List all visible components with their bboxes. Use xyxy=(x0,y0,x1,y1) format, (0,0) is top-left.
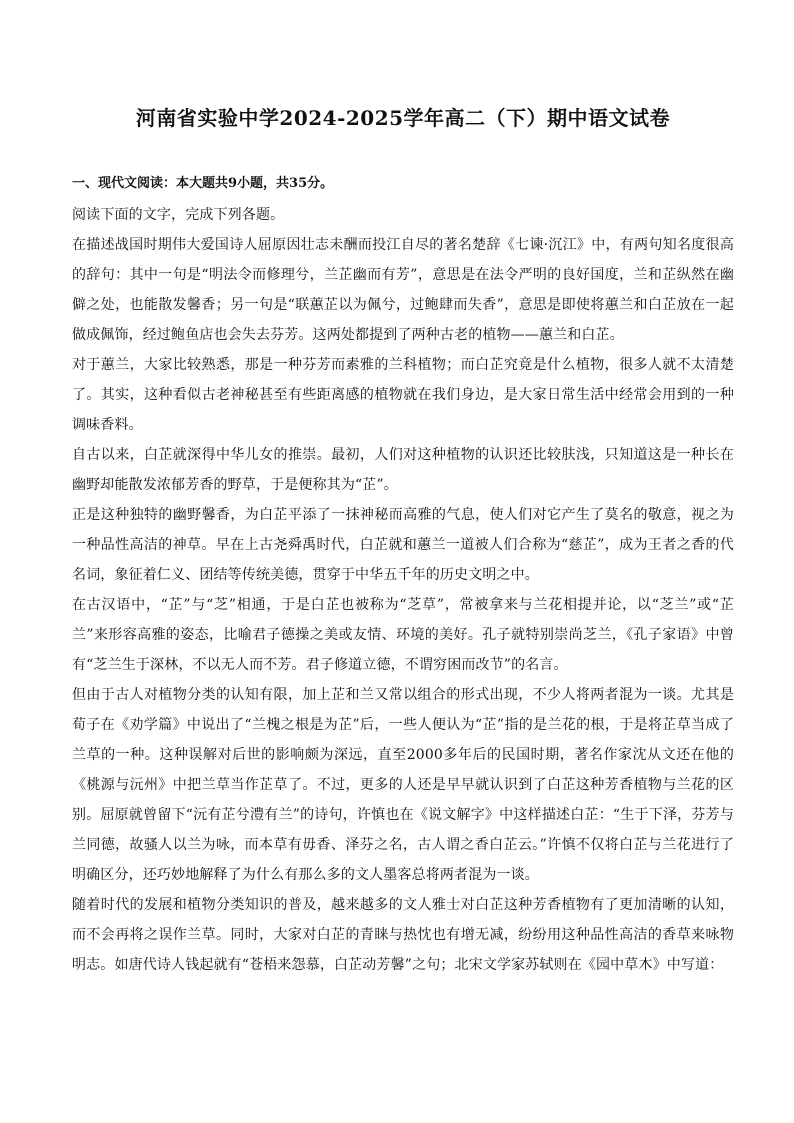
passage-paragraph: 在描述战国时期伟大爱国诗人屈原因壮志未酬而投江自尽的著名楚辞《七谏·沉江》中，有两句知名度很高的辞句：其中一句是“明法令而修理兮，兰芷幽而有芳”，意思是在法令严明的良好国度，兰和芷纵然在幽僻之处，也能散发馨香；另一句是“联蕙芷以为佩兮，过鲍肆而失香”，意思是即使将蕙兰和白芷放在一起做成佩饰，经过鲍鱼店也会失去芬芳。这两处都提到了两种古老的植物——蕙兰和白芷。 xyxy=(72,237,734,343)
passage-paragraph: 正是这种独特的幽野馨香，为白芷平添了一抹神秘而高雅的气息，使人们对它产生了莫名的敬意，视之为一种品性高洁的神草。早在上古尧舜禹时代，白芷就和蕙兰一道被人们合称为“慈芷”，成为王者之香的代名词，象征着仁义、团结等传统美德，贯穿于中华五千年的历史文明之中。 xyxy=(72,507,734,583)
passage-paragraph: 自古以来，白芷就深得中华儿女的推崇。最初，人们对这种植物的认识还比较肤浅，只知道这是一种长在幽野却能散发浓郁芳香的野草，于是便称其为“芷”。 xyxy=(72,447,734,493)
exam-title: 河南省实验中学2024-2025学年高二（下）期中语文试卷 xyxy=(135,106,671,130)
passage-paragraph: 随着时代的发展和植物分类知识的普及，越来越多的文人雅士对白芷这种芳香植物有了更加清晰的认知，而不会再将之误作兰草。同时，大家对白芷的青睐与热忱也有增无减，纷纷用这种品性高洁的香草来咏物明志。如唐代诗人钱起就有“苍梧来怨慕，白芷动芳馨”之句；北宋文学家苏轼则在《园中草木》中写道： xyxy=(72,897,734,973)
instruction-paragraph: 阅读下面的文字，完成下列各题。 xyxy=(72,207,285,223)
passage-paragraph: 但由于古人对植物分类的认知有限，加上芷和兰又常以组合的形式出现，不少人将两者混为一谈。尤其是荀子在《劝学篇》中说出了“兰槐之根是为芷”后，一些人便认为“芷”指的是兰花的根，于是将芷草当成了兰草的一种。这种误解对后世的影响颇为深远，直至2000多年后的民国时期，著名作家沈从文还在他的《桃源与沅州》中把兰草当作芷草了。不过，更多的人还是早早就认识到了白芷这种芳香植物与兰花的区别。屈原就曾留下“沅有芷兮澧有兰”的诗句，许慎也在《说文解字》中这样描述白芷：“生于下泽，芬芳与兰同德，故骚人以兰为咏，而本草有毋香、泽芬之名，古人谓之香白芷云。”许慎不仅将白芷与兰花进行了明确区分，还巧妙地解释了为什么有那么多的文人墨客总将两者混为一谈。 xyxy=(72,687,734,883)
passage-paragraph: 对于蕙兰，大家比较熟悉，那是一种芬芳而素雅的兰科植物；而白芷究竟是什么植物，很多人就不太清楚了。其实，这种看似古老神秘甚至有些距离感的植物就在我们身边，是大家日常生活中经常会用到的一种调味香料。 xyxy=(72,357,734,433)
section-heading: 一、现代文阅读：本大题共9小题，共35分。 xyxy=(72,176,334,191)
reading-passage xyxy=(72,200,734,980)
passage-paragraph: 在古汉语中，“芷”与“芝”相通，于是白芷也被称为“芝草”，常被拿来与兰花相提并论，以“芝兰”或“芷兰”来形容高雅的姿态，比喻君子德操之美或友情、环境的美好。孔子就特别崇尚芝兰，《孔子家语》中曾有“芝兰生于深林，不以无人而不芳。君子修道立德，不谓穷困而改节”的名言。 xyxy=(72,597,734,673)
